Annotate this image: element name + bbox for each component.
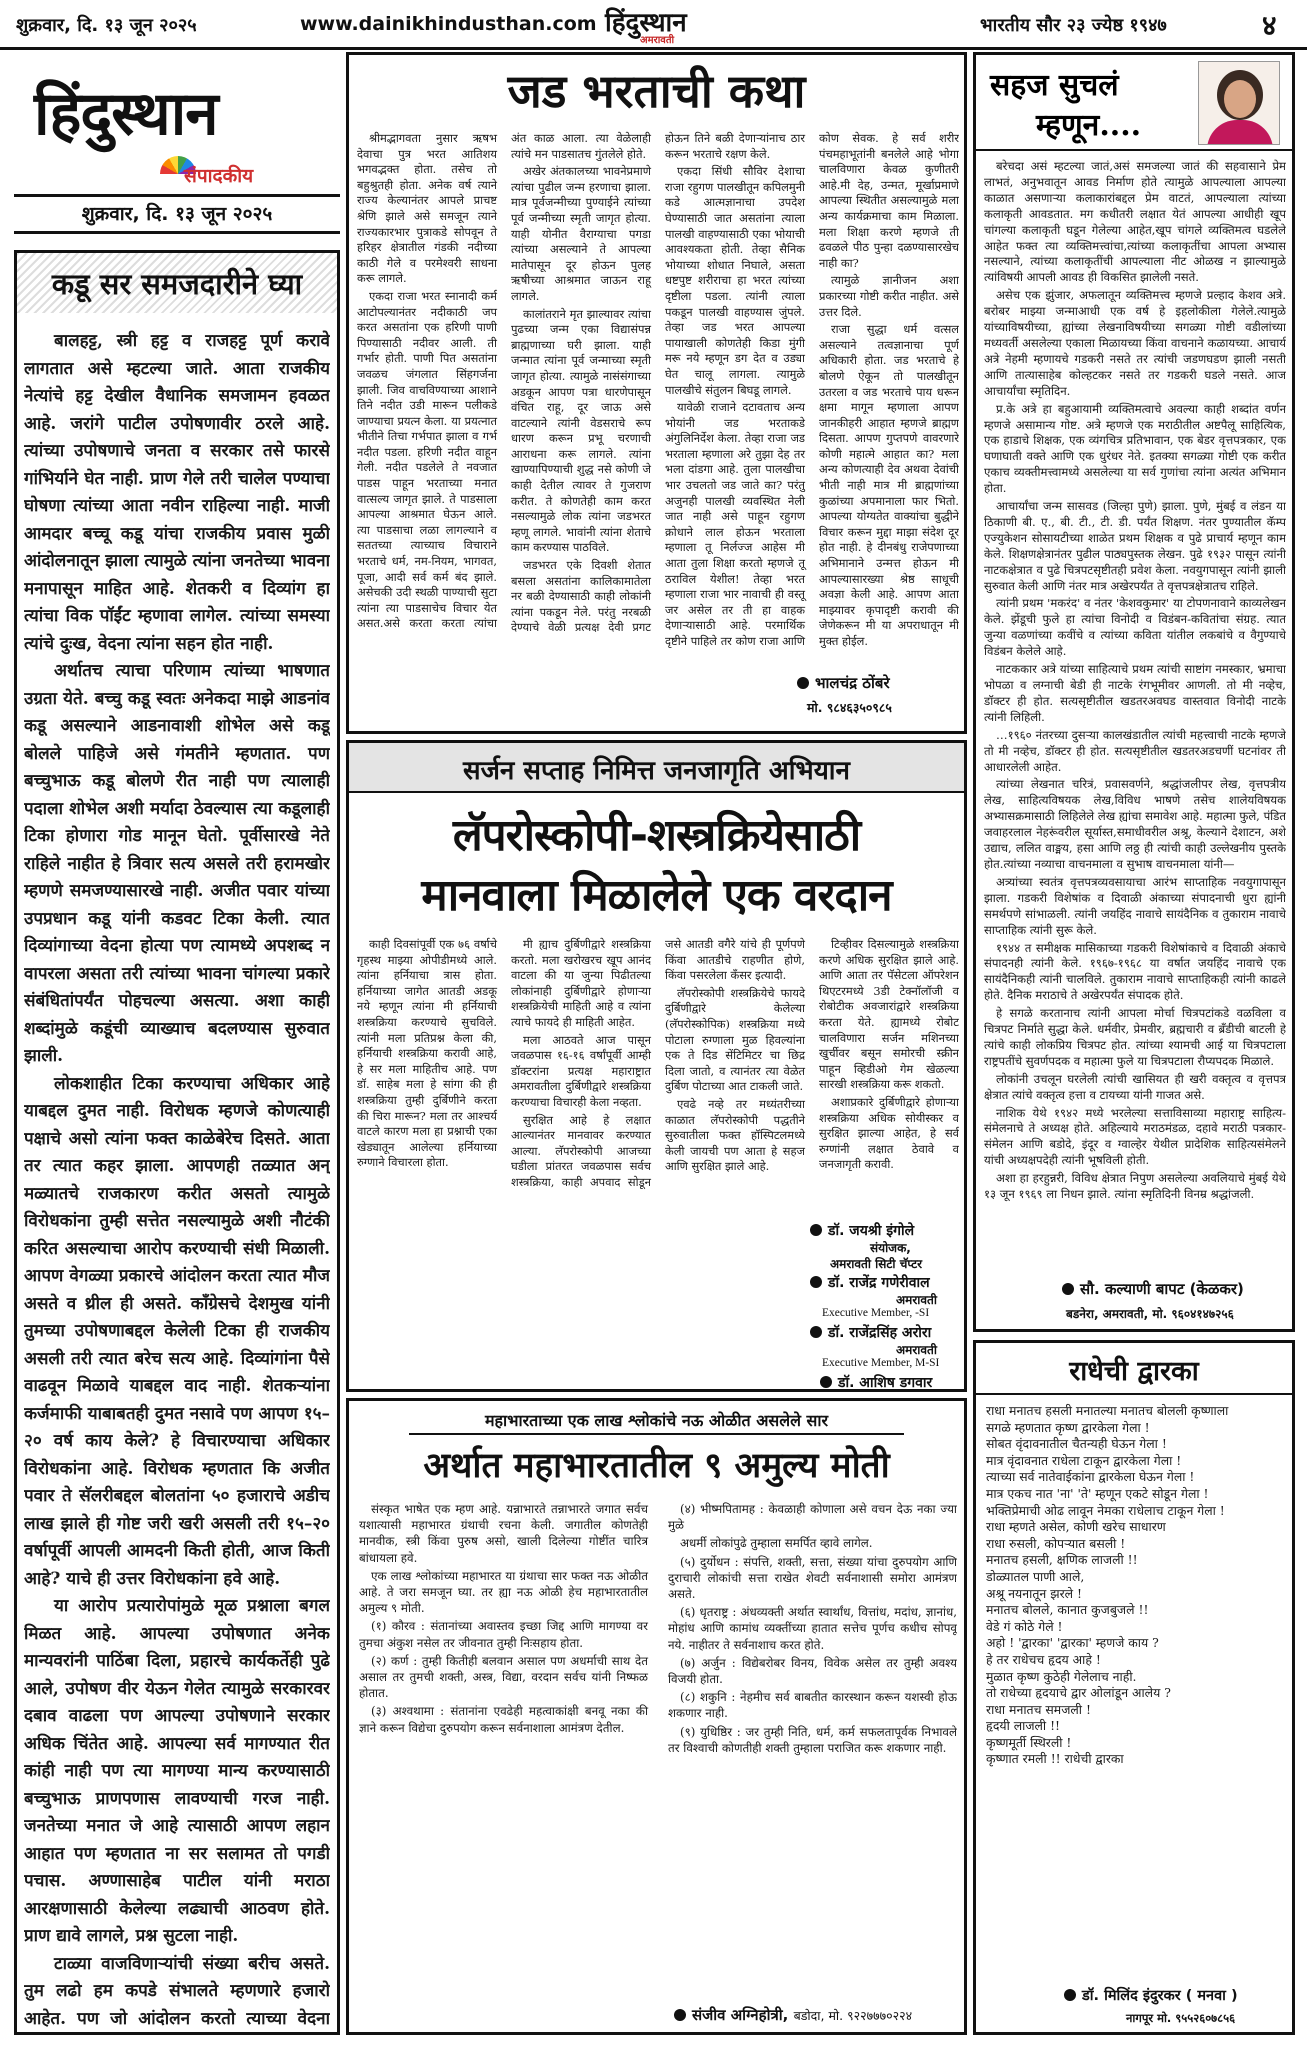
poem-line: अश्रू नयनातून झरले ! <box>986 1585 1082 1601</box>
bullet-icon <box>810 1326 822 1338</box>
paragraph: श्रीमद्भागवता नुसार ऋषभ देवाचा पुत्र भरत आतिशय भगवद्भक्त होता. तसेच तो बहुश्रुतही होता. अनेक वर्ष त्याने राज्य केल्यानंतर आपले प्राचष्ट श्रेणि झाले असे समजून त्याने राज्यकारभार पुत्राकडे सोपवून ते हरिहर क्षेत्रातील गंडकी नदीच्या काठी गेले व परमेश्वरी साधना करू लागले. <box>357 131 497 286</box>
byline-mobile: मो. ९८४६३५०९८५ <box>807 700 892 715</box>
paragraph: एकदा सिंधी सौविर देशाचा राजा रहुगण पालखीतून कपिलमुनी कडे आत्मज्ञानाचा उपदेश घेण्यासाठी जात असतांना त्याला पालखी वाहण्यासाठी एका भोयाची आवश्यकता होती. तेव्हा सैनिक भोयाच्या शोधात निघाले, असता धष्टपुष्ट शरीराचा हा भरत त्यांच्या दृष्टीला पडला. त्यांनी त्याला पकडून पालखी वाहण्यास जुंपले. तेव्हा जड भरत आपल्या पायाखाली कोणतेही किडा मुंगी मरू नये म्हणून डग देत व उड्या घेत चालू लागला. त्यामुळे पालखीचे संतुलन बिघडू लागले. <box>665 164 805 397</box>
saka-date: भारतीय सौर २३ ज्येष्ठ १९४७ <box>980 15 1167 36</box>
bullet-icon <box>1062 1283 1074 1295</box>
top-strip <box>0 0 1307 50</box>
paragraph: (४) भीष्मपितामह : केवळाही कोणाला असे वचन देऊ नका ज्या मुळे <box>668 1502 957 1533</box>
website-link[interactable]: www.dainikhindusthan.com <box>300 13 597 35</box>
byline-place: नागपूर मो. ९५५२६०७८५६ <box>1126 2011 1236 2025</box>
story-title: जड भरताची कथा <box>507 64 806 118</box>
masthead-logo: हिंदुस्थान <box>34 79 218 149</box>
byline-block <box>810 1221 962 1391</box>
paragraph: संस्कृत भाषेत एक म्हण आहे. यन्नाभारते तन्नाभारते जगात सर्वच यशात्यासी महाभारत ग्रंथाची रचना केली. जगातील कोणतेही मानवीक, स्त्री किंवा पुरुष असो, खाली दिलेल्या गोष्टींत चारित्र बांधायला हवे. <box>359 1502 648 1565</box>
paragraph: अर्थातच त्याचा परिणाम त्यांच्या भाषणात उग्रता येते. बच्चु कडू स्वतः अनेकदा माझे आडनांव कडू असल्याने आडनावाशी शोभेल असे कडू बोलले पाहिजे असे गंमतीने म्हणतात. पण बच्चुभाऊ कडू बोलणे रीत नाही पण त्यालाही पदाला शोभेल अशी मर्यादा ठेवल्यास त्या कडूलाही टिका होणारा गोड मानून घेतो. पूर्वीसारखे नेते राहिले नाहीत हे त्रिवार सत्य असले तरी हरामखोर म्हणणे समजण्यासारखे नाही. अजीत पवार यांच्या उपप्रधान कडू यांनी कडवट टिका केली. त्यात दिव्यांगाच्या वेदना होत्या पण त्यामध्ये अपशब्द न वापरला असता तरी त्यांच्या भावना चांगल्या प्रकारे संबंधितांपर्यंत पोहचल्या असत्या. अशा काही शब्दांमुळे कडूंची व्याख्याच बदलण्यास सुरुवात झाली. <box>24 661 330 1066</box>
poem-line: अहो ! 'द्वारका' 'द्वारका' म्हणजे काय ? <box>986 1635 1159 1651</box>
paragraph: टिव्हीवर दिसल्यामुळे शस्त्रक्रिया करणे अधिक सुरक्षित झाले आहे. आणि आता तर पॅसेटला ऑपरेशन थिएटरमध्ये 3डी टेक्नॉलॉजी व रोबोटीक अवजारांद्वारे शस्त्रक्रिया करता येते. ह्यामध्ये रोबोट चालविणारा सर्जन मशिनच्या खुर्चीवर बसून समोरची स्क्रीन पाहून व्हिडीओ गेम खेळल्या सारखी शस्त्रक्रिया करू शकतो. <box>819 937 959 1092</box>
poem-line: राधा रुसली, कोपऱ्यात बसली ! <box>986 1535 1126 1551</box>
bullet-icon <box>1064 1989 1076 2001</box>
paragraph: राजा सुद्धा धर्म वत्सल असल्याने तत्वज्ञानाचा पूर्ण अधिकारी होता. जड भरताचे हे बोलणे ऐकून तो पालखीतून उतरला व जड भरताचे पाय धरून क्षमा मागून म्हणाला आपण जानकीहरी आहात म्हणजे ब्राह्मण दिसता. आपण गुप्तपणे वावरणारे कोणी महात्मे आहात का? मला अन्य कोणत्याही देव अथवा देवांची भीती नाही मात्र मी ब्राह्मणांच्या कुळांच्या अपमानाला फार भितो. आपल्या योग्यतेत वाक्यांचा बुद्धीने विचार करून मुद्दा माझा संदेश दूर होत नाही. हे दीनबंधु राजेपणाच्या अभिमानाने उन्मत्त होऊन मी आपल्यासारख्या श्रेष्ठ साधूची अवज्ञा केली आहे. आपण आता माझ्यावर कृपादृष्टी करावी की जेणेकरून मी या अपराधातून मी मुक्त होईल. <box>819 322 959 648</box>
mini-logo-city: अमरावती <box>640 35 675 46</box>
byline-2 <box>810 1273 930 1292</box>
paragraph: (३) अश्वथामा : संतानांना एवढेही महत्वाकांक्षी बनवू नका की ज्ञाने करून विद्येचा दुरुपयोग करून सर्वनाशाला आमंत्रण देतील. <box>359 1704 648 1735</box>
bullet-icon <box>674 2009 686 2021</box>
poem-line: भक्तिप्रेमाची ओढ लावून नेमका राधेलाच टाकून गेला ! <box>986 1502 1225 1518</box>
paragraph: आचार्यांचा जन्म सासवड (जिल्हा पुणे) झाला. पुणे, मुंबई व लंडन या ठिकाणी बी. ए., बी. टी., टी. डी. पर्यंत शिक्षण. नंतर पुण्यातील कॅम्प एज्युकेशन सोसायटीच्या शाळेत प्रथम शिक्षक व पुढे प्राचार्य म्हणून काम केले. शिक्षणक्षेत्रानंतर पुढील पाठ्यपुस्तक लेखन. पुढे १९३२ पासून त्यांनी नाटकक्षेत्रात व पुढे चित्रपटसृष्टीतही प्रवेश केला. नवयुगपासून त्यांनी झाली सुरुवात केली आणि नंतर मात्र अखेरपर्यंत ते वृत्तपत्रक्षेत्रातच राहिले. <box>984 499 1286 593</box>
byline-name: संजीव अग्निहोत्री, <box>692 2006 789 2024</box>
poem-body <box>986 1403 1228 1768</box>
byline <box>1064 1985 1238 2005</box>
masthead-section: संपादकीय <box>184 165 254 187</box>
poem-line: मनातच बोलले, कानात कुजबुजले !! <box>986 1602 1149 1618</box>
poem-line: तो राधेच्या हृदयाचे द्वार ओलांडून आलेय ? <box>986 1685 1171 1701</box>
paragraph: अखेर अंतकालच्या भावनेप्रमाणे त्यांचा पुढील जन्म हरणाचा झाला. मात्र पूर्वजन्मीच्या पुण्याईने त्यांच्या पूर्व जन्मीच्या स्मृती जागृत होत्या. याही योनीत वैराग्याचा पगडा त्यांच्या असल्याने ते आपल्या मातेपासून दूर होऊन पुलह ऋषीच्या आश्रमात जाऊन राहू लागले. <box>511 164 651 303</box>
story-jad-bharat <box>346 52 967 734</box>
poem-radhechi-dwarka <box>973 1340 1295 2035</box>
paragraph: अशाप्रकारे दुर्बिणीद्वारे होणाऱ्या शस्त्रक्रिया अधिक सोयीस्कर व सुरक्षित झाल्या आहेत, हे सर्व रुग्णांनी लक्षात ठेवावे व जनजागृती करावी. <box>819 1094 959 1172</box>
paragraph: प्र.के अत्रे हा बहुआयामी व्यक्तिमत्वाचे अवल्या काही शब्दांत वर्णन म्हणजे असामान्य गोष्ट. अत्रे म्हणजे एक मराठीतील अष्टपैलू साहित्यिक, एक हाडाचे शिक्षक, एक व्यंगचित्र प्रतिभावान, एक बेडर वृत्तपत्रकार, एक घणाघाती वक्ते आणि एक धुरंधर नेते. इतक्या सगळ्या गोष्टी एक करीत एकाच व्यक्तीमत्त्वामध्ये असलेल्या या सर्व गुणांचा त्यांना अत्यंत अभिमान होता. <box>984 401 1286 496</box>
bullet-icon <box>820 1376 832 1388</box>
poem-line: कृष्णमूर्ती स्थिरली ! <box>986 1734 1072 1750</box>
poem-line: राधा मनातच समजली ! <box>986 1701 1091 1717</box>
poem-line: त्याच्या सर्व नातेवाईकांना द्वारकेला घेऊन गेला ! <box>986 1469 1195 1485</box>
byline-name: डॉ. राजेंद्रसिंह अरोरा <box>828 1325 932 1341</box>
paragraph: (८) शकुनि : नेहमीच सर्व बाबतीत कारस्थान करून यशस्वी होऊ शकणार नाही. <box>668 1690 957 1721</box>
paragraph: सुरक्षित आहे हे लक्षात आल्यानंतर मानवावर करण्यात आल्या. लॅपरोस्कोपी आजच्या घडीला प्रांतरत जवळपास सर्वच शस्त्रक्रिया, काही अपवाद सोडून जसे आतडी वगैरे यांचे ही पूर्णपणे किंवा आतडीचे राहणीत होणे, किंवा पसरलेला कँसर इत्यादी. <box>511 937 805 1189</box>
story-title: अर्थात महाभारतातील ९ अमुल्य मोती <box>423 1446 890 1486</box>
byline-1 <box>810 1221 914 1240</box>
poem-line: मात्र वृंदावनात राधेला टाकून द्वारकेला गेला ! <box>986 1452 1182 1468</box>
mini-logo: हिंदुस्थान <box>605 8 687 38</box>
masthead <box>14 62 340 192</box>
poem-line: मनातच हसली, क्षणिक लाजली !! <box>986 1552 1138 1568</box>
column-sahaj <box>973 52 1295 1332</box>
paragraph: नाशिक येथे १९४२ मध्ये भरलेल्या सत्ताविसाव्या महाराष्ट्र साहित्य-संमेलनाचे ते अध्यक्ष होते. अहिल्याये मराठमंडळ, दहावे मराठी पत्रकार-संमेलन आणि बडोदे, इंदूर व ग्वाल्हेर येथील प्रादेशिक साहित्यसंमेलने यांची अध्यक्षपदेही त्यांनी भूषविली होती. <box>984 1105 1286 1168</box>
paragraph: त्यांनी प्रथम 'मकरंद' व नंतर 'केशवकुमार' या टोपणनावाने काव्यलेखन केले. झेंडूची फुले हा त्यांचा विनोदी व विडंबन-कवितांचा संग्रह. त्यात जुन्या वळणांच्या कवींचे व त्यांच्या कविता यांतील लकबांचे व वैगुण्याचे विडंबन केलेले आहे. <box>984 596 1286 659</box>
byline-name: भालचंद्र ठोंबरे <box>815 674 890 692</box>
paragraph: (२) कर्ण : तुम्ही कितीही बलवान असाल पण अधर्माची साथ देत असाल तर तुमची शक्ती, अस्त्र, विद्या, वरदान सर्वच यांनी निष्फळ होतात. <box>359 1653 648 1701</box>
byline-city: अमरावती <box>896 1293 937 1307</box>
byline <box>674 2005 912 2025</box>
bullet-icon <box>810 1224 822 1236</box>
poem-line: वेडे गं कोठे गेले ! <box>986 1618 1063 1634</box>
masthead-date: शुक्रवार, दि. १३ जून २०२५ <box>14 194 340 234</box>
paragraph: (६) धृतराष्ट्र : अंधव्यक्ती अर्थात स्वार्थांध, वित्तांध, मदांध, ज्ञानांध, मोहांध आणि कामांध व्यक्तींच्या हातात सत्तेच पूर्णच कधीच सोपवू नये. नाहीतर ते सर्वनाशाच करत होते. <box>668 1605 957 1652</box>
issue-date: शुक्रवार, दि. १३ जून २०२५ <box>16 15 197 36</box>
byline-name: डॉ. राजेंद्र गणेरीवाल <box>828 1275 930 1291</box>
paragraph: १९४४ त समीक्षक मासिकाच्या गडकरी विशेषांकाचे व दिवाळी अंकाचे संपादनही त्यांनी केले. १९६७-१९६८ या वर्षात जयहिंद नावाचे एक सायंदैनिकही त्यांनी चालविले. तुकाराम नावाचे साप्ताहिकही त्यांनी काढले होते. दैनिक मराठाचे ते अखेरपर्यंत संपादक होते. <box>984 940 1286 1003</box>
story-title-line1: लॅपरोस्कोपी-शस्त्रक्रियेसाठी <box>452 810 861 861</box>
paragraph: टाळ्या वाजविणाऱ्यांची संख्या बरीच असते. तुम लढो हम कपडे संभालते म्हणणारे हजारो आहेत. पण जो आंदोलन करतो त्याच्या वेदना <box>24 1953 330 2028</box>
byline-3 <box>810 1323 931 1342</box>
paragraph: मला आठवते आज पासून जवळपास १६-१६ वर्षांपूर्वी आम्ही डॉक्टरांना प्रत्यक्ष महाराष्ट्रात अमरावतीला दुर्बिणीद्वारे शस्त्रक्रिया करण्याचा विचारही केला नव्हता. <box>511 1032 651 1109</box>
story-body <box>359 1501 957 1991</box>
paragraph: या आरोप प्रत्यारोपांमुळे मूळ प्रश्नाला बगल मिळत आहे. आपल्या उपोषणात अनेक मान्यवरांनी पाठिंबा दिला, प्रहारचे कार्यकर्तेही पुढे आले, उपोषण वीर येऊन गेलेत त्यामुळे सरकारवर दबाव वाढला पण आपल्या उपोषणाने सरकार अधिक चिंतेत आहे. आपल्या सर्व मागण्यात रीत कांही नाही पण त्या मागण्या मान्य करण्यासाठी बच्चुभाऊ प्राणपणास लावण्याची गरज नाही. जनतेच्या मनात जे आहे त्यासाठी आपण लहान आहात पण म्हणतात ना सर सलामत तो पगडी पचास. अण्णासाहेब पाटील यांनी मराठा आरक्षणासाठी केलेल्या लढ्याची आठवण होते. प्राण द्यावे लागले, प्रश्न सुटला नाही. <box>24 1596 330 1946</box>
byline-role: Executive Member, -SI <box>822 1307 930 1319</box>
paragraph: बालहट्ट, स्त्री हट्ट व राजहट्ट पूर्ण करावे लागतात असे म्हटल्या जाते. आता राजकीय नेत्यांचे हट्ट देखील वैधानिक समजामन हवळत आहे. जरांगे पाटील उपोषणावीर ठरले आहे. त्यांच्या उपोषणाचे जनता व सरकार तसे फारसे गांभिर्याने घेत नाही. प्राण गेले तरी चालेल पण्याचा घोषणा त्यांच्या आता नवीन राहिल्या नाही. माजी आमदार बच्चू कडू यांचा राजकीय प्रवास मुळी आंदोलनातून झाला त्यामुळे त्यांना जनतेच्या भावना मनापासून माहित आहे. शेतकरी व दिव्यांग हा त्यांचा विक पॉईंट म्हणावा लागेल. त्यांच्या समस्या त्यांचे दुःख, वेदना त्यांना सहन होत नाही. <box>24 331 330 654</box>
poem-line: हे तर राधेचच हृदय आहे ! <box>986 1651 1101 1667</box>
paragraph: एवढे नव्हे तर मध्यंतरीच्या काळात लॅपरोस्कोपी पद्धतीने सुरुवातीला फक्त हॉस्पिटलमध्ये केली जायची पण आता हे सहज आणि सुरक्षित झाले आहे. <box>665 1096 805 1174</box>
paragraph: काही दिवसांपूर्वी एक ७६ वर्षाचे गृहस्थ माझ्या ओपीडीमध्ये आले. त्यांना हर्नियाचा त्रास होता. हर्नियाच्या जागेत आतडी अडकू नये म्हणून त्यांना मी हर्नियाची शस्त्रक्रिया करण्याचे सुचविले. त्यांनी मला प्रतिप्रश्न केला की, हर्नियाची शस्त्रक्रिया करावी आहे, हे सर मला माहितीच आहे. पण डॉ. साहेब मला हे सांगा की ही शस्त्रक्रिया तुम्ही दुर्बिणीने करता की चिरा मारून? मला तर आश्चर्य वाटले कारण मला हा प्रश्नाची एका खेड्यातून आलेल्या हर्नियाच्या रुग्णाने विचारला होता. <box>357 937 497 1170</box>
byline-name: सौ. कल्याणी बापट (केळकर) <box>1080 1280 1244 1298</box>
byline <box>1062 1279 1244 1299</box>
paragraph: नाटककार अत्रे यांच्या साहित्याचे प्रथम त्यांची साष्टांग नमस्कार, भ्रमाचा भोपळा व लग्नाची बेडी ही नाटके रंगभूमीवर आणली. तो मी नव्हेच, डॉक्टर ही होत. सत्यसृष्टीतील खडतरअवघड वास्तवात विनोदी नाटके त्यांनी लिहिली. <box>984 662 1286 724</box>
byline-name: डॉ. जयश्री इंगोले <box>828 1223 915 1239</box>
byline-place: बडोदा, मो. ९२२७७७०२२४ <box>793 2008 913 2023</box>
editorial-body <box>24 328 330 2028</box>
bullet-icon <box>797 677 809 689</box>
paragraph: अशा हा हरहुन्नरी, विविध क्षेत्रात निपुण असलेल्या अवलियाचे मुंबई येथे १३ जून १९६९ ला निधन झाले. त्यांना स्मृतिदिनी विनम्र श्रद्धांजली. <box>984 1171 1286 1202</box>
paragraph: एकदा राजा भरत स्नानादी कर्म आटोपल्यानंतर नदीकाठी जप करत असतांना एक हरिणी पाणी पिण्यासाठी नदीवर आली. ती गर्भार होती. पाणी पित असतांना जवळच जंगलात सिंहगर्जना झाली. जिव वाचविण्याच्या आशाने तिने नदीत उडी मारून पलीकडे जाण्याचा प्रयत्न केला. या प्रयत्नात भीतीने तिचा गर्भपात झाला व गर्भ नदीत पडला. हरिणी नदीत वाहून गेली. नदीत पडलेले ते नवजात पाडस पाहून भरताच्या मनात वात्सल्य जागृत झाले. ते पाडसाला आपल्या आश्रमात घेऊन आले. त्या पाडसाचा लळा लागल्याने व सततच्या त्याच्याच विचाराने भरताचे धर्म, नम-नियम, भागवत, पूजा, आदी सर्व कर्म बंद झाले. असेचकी उदी स्थळी पाण्याची सुटा त्यांना त्या पाडसाचेच विचार येत असत.असे करता करता त्यांचा अंत काळ आला. त्या वेळेलाही त्यांचे मन पाडसातच गुंतलेले होते. <box>357 131 651 631</box>
paragraph: बरेचदा असं म्हटल्या जातं,असं समजल्या जातं की सहवासाने प्रेम लाभतं, अनुभवातून आवड निर्माण होते त्यामुळे आपल्याला आपल्या काळात असणाऱ्या कलाकारांबद्दल प्रेम वाटतं, आपल्याला त्यांच्या कलाकृती आवडतात. मग कधीतरी लक्षात येतं आपल्या आधीही खूप चांगल्या कलाकृती घडून गेलेल्या आहेत,खूप चांगले व्यक्तिमत्व घडलेले आहेत फक्त त्या व्यक्तिमत्त्वांचा,त्यांच्या कलाकृतींचा आपला अभ्यास नसल्याने, त्यांच्या कलाकृतींची आपल्याला नीट ओळख न झाल्यामुळे त्यांविषयी आपली आवड ही विकसित झालेली नसते. <box>984 159 1286 285</box>
kicker-rule <box>409 1433 904 1435</box>
byline <box>797 673 890 693</box>
column-title-line1: सहज सुचलं <box>990 68 1119 103</box>
poem-title: राधेची द्वारका <box>1069 1356 1199 1387</box>
paragraph: अधर्मी लोकांपुढे तुम्हाला समर्पित व्हावे लागेल. <box>680 1536 873 1551</box>
byline-role: Executive Member, M-SI <box>822 1357 940 1369</box>
poem-line: कृष्णात रमली !! राधेची द्वारका <box>986 1751 1124 1767</box>
byline-name: डॉ. आशिष डगवार <box>838 1375 933 1391</box>
story-kicker: महाभारताच्या एक लाख श्लोकांचे नऊ ओळीत असलेले सार <box>484 1411 829 1430</box>
byline-place: बडनेरा, अमरावती, मो. ९६०४१४७२५६ <box>1066 1307 1234 1321</box>
story-mahabharat <box>346 1398 967 2035</box>
editorial-title: कडू सर समजदारीने घ्या <box>14 250 340 316</box>
paragraph: (५) दुर्योधन : संपत्ति, शक्ती, सत्ता, संख्या यांचा दुरुपयोग आणि दुराचारी लोकांची सत्ता राखेत शेवटी सर्वनाशासी समोरा आमंत्रण असते. <box>668 1554 957 1602</box>
column-title-line2: म्हणून.... <box>1036 108 1142 143</box>
poem-line: मात्र एकच नात 'ना' 'ते' म्हणून एकटे सोडून गेला ! <box>986 1485 1209 1501</box>
page-number: ४ <box>1262 9 1277 42</box>
column-body <box>984 159 1286 1259</box>
paragraph: मी ह्याच दुर्बिणीद्वारे शस्त्रक्रिया करतो. मला खरोखरच खूप आनंद वाटला की या जुन्या पिढीतल्या लोकांनाही दुर्बिणीद्वारे होणाऱ्या शस्त्रक्रियेची माहिती आहे व त्यांना त्याचे फायदे ही माहिती आहेत. <box>511 937 651 1029</box>
story-kicker: सर्जन सप्ताह निमित्त जनजागृति अभियान <box>463 756 850 786</box>
paragraph: हे सगळे करतानाच त्यांनी आपला मोर्चा चित्रपटांकडे वळविला व चित्रपट निर्माते सुद्धा केले. धर्मवीर, प्रेमवीर, ब्रह्मचारी व ब्रँडीची बाटली हे त्यांचे काही लोकप्रिय चित्रपट होत. त्यांच्या श्यामची आई या चित्रपटाला राष्ट्रपतींचे सुवर्णपदक व महात्मा फुले या चित्रपटाला रौप्यपदक मिळाले. <box>984 1006 1286 1068</box>
byline-name: डॉ. मिलिंद इंदुरकर ( मनवा ) <box>1082 1988 1238 2004</box>
author-photo <box>1198 61 1280 145</box>
paragraph: अत्र्यांच्या स्वतंत्र वृत्तपत्रव्यवसायाचा आरंभ साप्ताहिक नवयुगापासून झाला. गडकरी विशेषांक व दिवाळी अंकाच्या संपादनाची धुरा ह्यांनी समर्थपणे सांभाळली. त्यांनी जयहिंद नावाचे सायंदैनिक व तुकाराम नावाचे साप्ताहिक त्यांनी सुरू केले. <box>984 874 1286 937</box>
byline-role: संयोजक, <box>870 1241 911 1255</box>
paragraph: (९) युधिष्ठिर : जर तुम्ही निति, धर्म, कर्म सफलतापूर्वक निभावले तर विश्वाची कोणतीही शक्ती तुम्हाला पराजित करू शकणार नाही. <box>668 1724 957 1755</box>
paragraph: लोकांनी उचलून घरलेली त्यांची खासियत ही खरी वक्तृत्व व वृत्तपत्र क्षेत्रात त्यांचे वक्तृत्व हत्ता व टायच्या यांनी गाजत असे. <box>984 1071 1286 1102</box>
paragraph: त्यांच्या लेखनात चरित्रं, प्रवासवर्णने, श्रद्धांजलीपर लेख, वृत्तपत्रीय लेख, साहित्यविषयक लेख,विविध भाषणे तसेच शालेयविषयक अभ्यासक्रमासाठी लिहिलेले लेख ह्यांचा समावेश आहे. महात्मा फुले, पंडित जवाहरलाल नेहरूंवरील सूर्यास्त,समाधीवरील अश्रू, केल्याने देशाटन, अशे उद्याच, ललित वाङ्मय, हसा आणि लठ्ठ ही त्यांची काही उल्लेखनीय पुस्तके होत.त्यांच्या नव्याचा वाचनमाला व सुभाष वाचनमाला यांनी— <box>984 777 1286 871</box>
bullet-icon <box>810 1276 822 1288</box>
poem-line: सगळे म्हणतात कृष्ण द्वारकेला गेला ! <box>986 1419 1150 1435</box>
poem-line: राधा मनातच हसली मनातल्या मनातच बोलली कृष्णाला <box>986 1403 1229 1418</box>
story-body <box>357 131 959 651</box>
poem-line: मुळात कृष्ण कुठेही गेलेलाच नाही. <box>986 1668 1137 1684</box>
paragraph: लोकशाहीत टिका करण्याचा अधिकार आहे याबद्दल दुमत नाही. विरोधक म्हणजे कोणत्याही पक्षाचे असो त्यांना फक्त काळेबेरेच दिसते. आता तर त्यात कहर झाला. आपणही तळ्यात अन् मळ्यातचे राजकारण करीत असतो त्यामुळे विरोधकांना तुम्ही सत्तेत नसल्यामुळे अशी नौटंकी करित असल्याचा आरोप करण्याची संधी मिळाली. आपण वेगळ्या प्रकारचे आंदोलन करता त्यात मौज असते व थ्रील ही असते. कॉंग्रेसचे देशमुख यांनी तुमच्या उपोषणाबद्दल केलेली टिका ही राजकीय असली तरी त्यात बरेच सत्य आहे. दिव्यांगांना पैसे वाढवून मिळावे याबद्दल वाद नाही. शेतकऱ्यांना कर्जमाफी याबाबतही दुमत नसावे पण आपण १५–२० वर्ष काय केले? हे विचारण्याचा अधिकार विरोधकांना आहे. विरोधक म्हणतात कि अजीत पवार ते सॅलरीबद्दल बोलतांना ५० हजाराचे अडीच लाख झाले ही गोष्ट जरी खरी असली तरी १५–२० वर्षापूर्वी आपली आमदनी किती होती, आज किती आहे? याचे ही उत्तर विरोधकांना हवे आहे. <box>24 1073 330 1589</box>
poem-line: हृदयी लाजली !! <box>986 1718 1061 1734</box>
paragraph: जडभरत एके दिवशी शेतात बसला असतांना कालिकामातेला नर बळी देण्यासाठी काही लोकांनी त्यांना पकडून नेले. परंतु नरबळी देण्याचे वेळी प्रत्यक्ष देवी प्रगट होऊन तिने बळी देणाऱ्यांनाच ठार करून भरताचे रक्षण केले. <box>511 131 805 635</box>
paragraph: (७) अर्जुन : विद्येबरोबर विनय, विवेक असेल तर तुम्ही अवश्य विजयी होता. <box>668 1655 957 1687</box>
poem-line: राधा म्हणते असेल, कोणी खरेच साधारण <box>986 1519 1166 1535</box>
paragraph: यावेळी राजाने दटावताच अन्य भोयांनी जड भरताकडे अंगुलिनिर्देश केला. तेव्हा राजा जड भरताला म्हणाला अरे तुझा देह तर भला दांडगा आहे. तुला पालखीचा भार उचलतो जड जाते का? परंतु अजुनही पालखी व्यवस्थित नेली जात नाही असे पाहून रहुगण क्रोधाने लाल होऊन भरताला म्हणाला तू निर्लज्ज आहेस मी आता तुला शिक्षा करतो म्हणजे तू ठराविल येशील! तेव्हा भरत म्हणाला राजा भार नावाची ही वस्तू जर असेल तर ती हा वाहक देणाऱ्यासाठी आहे. परमार्थिक दृष्टीने पाहिले तर कोण राजा आणि कोण सेवक. हे सर्व शरीर पंचमहाभूतांनी बनलेले आहे भोगा चालविणारा केवळ कुणीतरी आहे.मी देह, उन्मत, मूर्खाप्रमाणे आपल्या स्थितीत असल्यामुळे मला अन्य कार्यक्रमाचा काम मिळाला. मला शिक्षा करणे म्हणजे ती ढवळले पीठ पुन्हा दळण्यासारखेच नाही का? <box>665 131 959 648</box>
paragraph: …१९६० नंतरच्या दुसऱ्या कालखंडातील त्यांची महत्त्वाची नाटके म्हणजे तो मी नव्हेच, डॉक्टर ही होत. सत्यसृष्टीतील खडतरअडचणीं घटनांवर ती आधारलेली आहेत. <box>984 727 1286 774</box>
paragraph: कालांतराने मृत झाल्यावर त्यांचा पुढच्या जन्म एका विद्यासंपन्न ब्राह्मणाच्या घरी झाला. याही जन्मात त्यांना पूर्व जन्माच्या स्मृती जागृत होत्या. त्यामुळे नासंसंगाच्या अडकून आपण पत्रा धारणेपासून वंचित राहू, दूर जाऊ असे वाटल्याने त्यांनी वेडसराचे रूप धारण करून प्रभू चरणाची आराधना करू लागले. त्यांना खाण्यापिण्याची शुद्ध नसे कोणी जे काही देतील त्यावर ते गुजराण करीत. ते कोणतेही काम करत नसल्यामुळे लोक त्यांना जडभरत म्हणू लागले. भावांनी त्यांना शेताचे काम करण्यास पाठविले. <box>511 306 651 555</box>
story-title-line2: मानवाला मिळालेले एक वरदान <box>421 870 892 921</box>
paragraph: (१) कौरव : संतानांच्या अवास्तव इच्छा जिद्द आणि मागण्या वर तुमचा अंकुश नसेल तर जीवनात तुम्ही निःसहाय होता. <box>359 1619 648 1650</box>
byline-4 <box>820 1373 932 1392</box>
paragraph: लॅपरोस्कोपी शस्त्रक्रियेचे फायदे दुर्बिणीद्वारे केलेल्या (लॅपरोस्कोपिक) शस्त्रक्रिया मध्ये पोटाला रुग्णाला मुळ हिवल्यांना एक ते दिड सेंटिमिटर चा छिद्र दिला जातो, व त्यानंतर त्या वेळेत दुर्बिण पोटाच्या आत टाकली जाते. <box>665 985 805 1094</box>
poem-line: सोबत वृंदावनातील चैतन्यही घेऊन गेला ! <box>986 1436 1167 1452</box>
paragraph: असेच एक झुंजार, अफलातून व्यक्तिमत्त्व म्हणजे प्रल्हाद केशव अत्रे. बरोबर माझ्या जन्माआधी एक वर्ष हे इहलोकीला गेलेले.त्यामुळे यांच्याविषयीच्या, ह्यांच्या लेखनाविषयीच्या सगळ्या गोष्टी वडीलांच्या मध्यवर्ती असलेल्या एकाला मिळायच्या किंवा वाचनाने कळायच्या. आचार्य अत्रे नेहमी म्हणायचे गडकरी नसते तर त्यांची जडणघडण झाली नसती आणि तात्यासाहेब कोल्हटकर नसते तर गडकरी घडले नसते. आज आचार्यांचा स्मृतिदिन. <box>984 288 1286 398</box>
story-laparoscopy <box>346 740 967 1392</box>
byline-city: अमरावती <box>896 1343 937 1357</box>
paragraph: एक लाख श्लोकांच्या महाभारत या ग्रंथाचा सार फक्त नऊ ओळीत आहे. ते जरा समजून घ्या. तर ह्या नऊ ओळी हेच महाभारतातील अमुल्य ९ मोती. <box>359 1568 648 1616</box>
byline-org: अमरावती सिटी चॅप्टर <box>830 1257 923 1271</box>
poem-line: डोळ्यातल पाणी आले, <box>986 1568 1085 1584</box>
paragraph: त्यामुळे ज्ञानीजन अशा प्रकारच्या गोष्टी करीत नाहीत. असे उत्तर दिले. <box>819 273 959 319</box>
